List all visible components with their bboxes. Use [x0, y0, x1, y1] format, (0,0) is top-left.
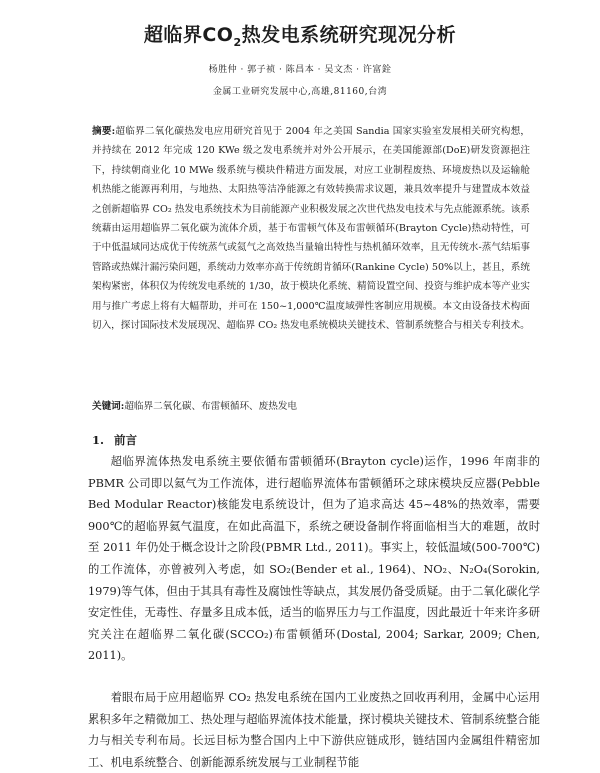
title-subscript: 2	[233, 35, 242, 49]
keywords-text: 超临界二氧化碳、布雷顿循环、废热发电	[124, 401, 298, 412]
abstract-text: 超临界二氧化碳热发电应用研究首见于 2004 年之美国 Sandia 国家实验室发展相关研究构想，并持续在 2012 年完成 120 KWe 级之发电系统并对外公开展示，在美国能源部(DoE)研发资源挹注下，持续朝商业化 10 MWe 级系统与模块件精进方面发展，对应工业制程废热、环境废热以及运输舱机热能之能源再利用，与地热、太阳热等洁净能源之有效转换需求议题，兼具效率提升与建置成本效益之创新超临界 CO₂ 热发电系统技术为目前能源产业积极发展之次世代热发电技术与先点能源系统。该系统藉由运用超临界二氧化碳为流体介质，基于布雷顿气体及布雷顿循环(Brayton Cycle)热动特性，可于中低温域同达成优于传统蒸气或氦气之高效热当量输出特性与热机循环效率，且无传统水-蒸气结垢事管路或热媒汁漏污染问题，系统动力效率亦高于传统朗肯循环(Rankine Cycle) 50%以上，甚且，系统架构紧密，体积仅为传统发电系统的 1/30，故于模块化系统、精简设置空间、投资与维护成本等产业实用与推广考虑上将有大幅帮助，并可在 150~1,000℃温度域弹性客制应用规模。本文由设备技术构面切入，探讨国际技术发展现况、超临界 CO₂ 热发电系统模块关键技术、管制系统整合与相关专利技术。	[92, 126, 531, 332]
keywords-label: 关键词:	[92, 401, 125, 412]
title-text-2: 热发电系统研究现况分析	[241, 24, 457, 46]
page-title	[0, 20, 600, 49]
section-title: 前言	[114, 433, 137, 447]
paragraph-1: 超临界流体热发电系统主要依循布雷顿循环(Brayton cycle)运作，1996 年南非的 PBMR 公司即以氦气为工作流体，进行超临界流体布雷顿循环之球床模块反应器(Pebble Bed Modular Reactor)核能发电系统设计，但为了追求高达 45~48%的热效率，需要 900℃的超临界氦气温度，在如此高温下，系统之硬设备制作将面临相当大的难题，故时至 2011 年仍处于概念设计之阶段(PBMR Ltd., 2011)。事实上，较低温域(500-700℃)的工作流体，亦曾被列入考虑，如 SO₂(Bender et al., 1964)、NO₂、N₂O₄(Sorokin, 1979)等气体，但由于其具有毒性及腐蚀性等缺点，其发展仍备受质疑。由于二氧化碳化学安定性佳，无毒性、存量多且成本低，适当的临界压力与工作温度，因此最近十年来许多研究关注在超临界二氧化碳(SCCO₂)布雷顿循环(Dostal, 2004; Sarkar, 2009; Chen, 2011)。	[88, 455, 540, 663]
body-section-1	[88, 451, 540, 667]
section-heading	[92, 432, 137, 448]
abstract	[92, 122, 530, 335]
paragraph-2: 着眼布局于应用超临界 CO₂ 热发电系统在国内工业废热之回收再利用，金属中心运用累积多年之精微加工、热处理与超临界流体技术能量，探讨模块关键技术、管制系统整合能力与相关专利布局。长远目标为整合国内上中下游供应链成形，链结国内金属组件精密加工、机电系统整合、创新能源系统发展与工业制程节能	[88, 691, 540, 769]
section-number: 1.	[92, 433, 105, 447]
body-section-1-cont	[88, 687, 540, 773]
affiliation: 金属工业研究发展中心,高雄,81160,台湾	[212, 87, 388, 97]
title-text-1: 超临界CO	[143, 24, 234, 46]
keywords	[92, 399, 530, 415]
abstract-label: 摘要:	[92, 126, 116, 137]
authors: 杨胜仲 · 郭子祯 · 陈昌本 · 吴文杰 · 许富銓	[208, 65, 392, 75]
